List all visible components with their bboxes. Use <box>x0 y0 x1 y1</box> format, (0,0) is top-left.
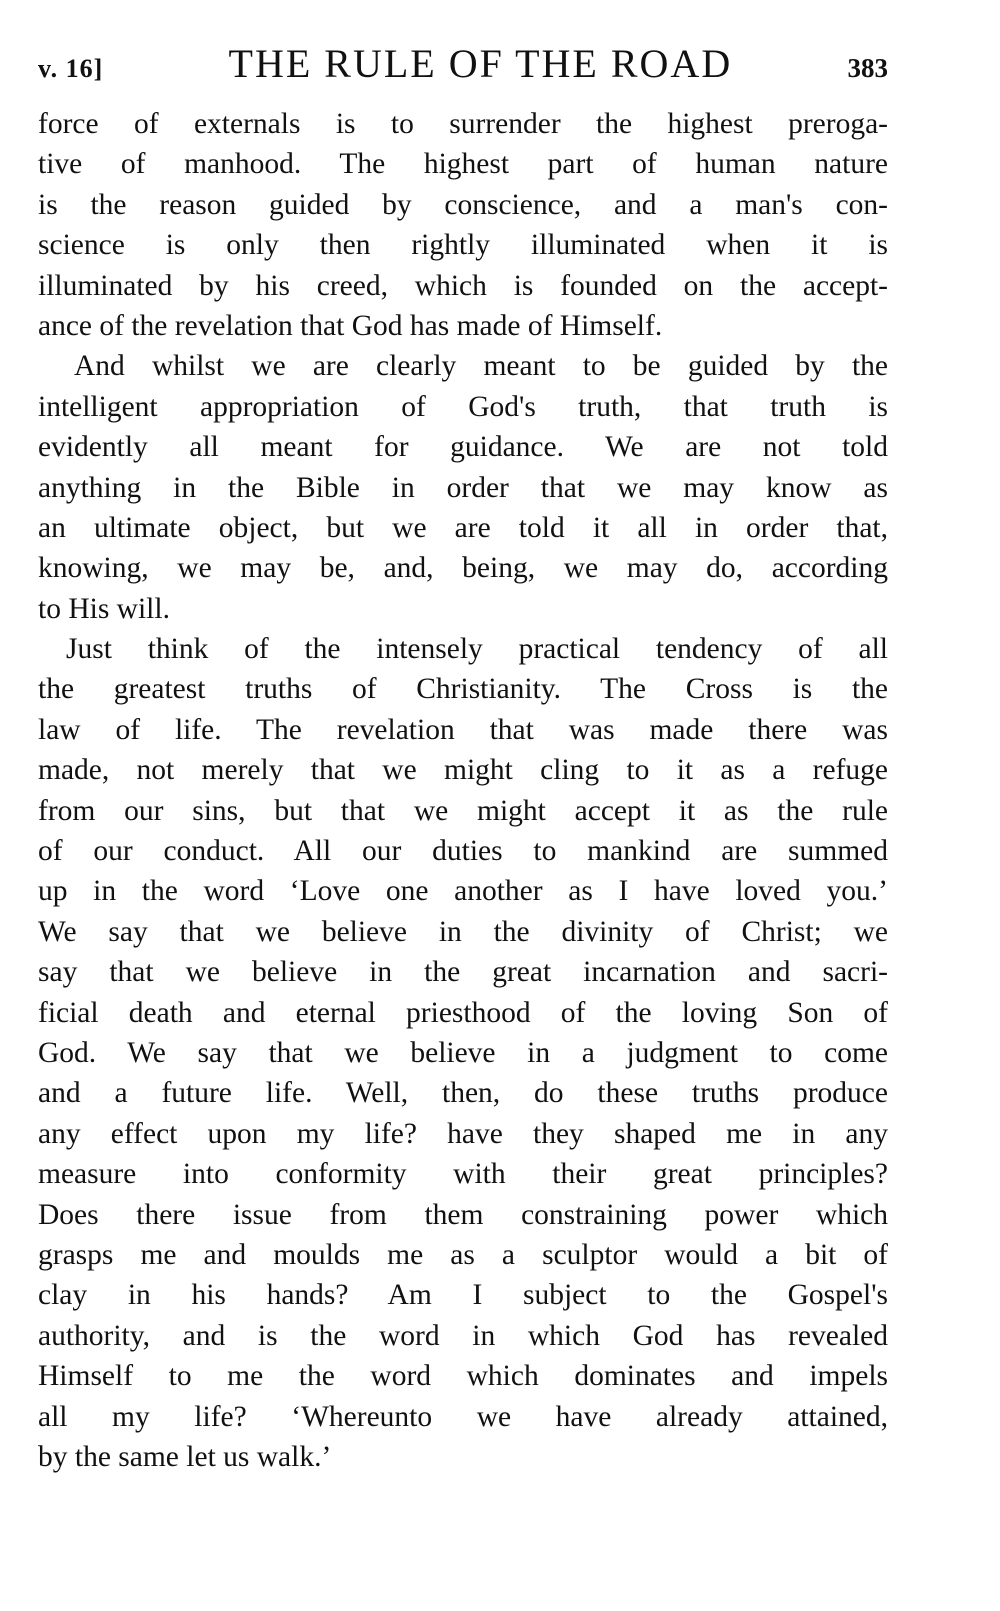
text-line: say that we believe in the great incarnation and sacri- <box>38 956 888 989</box>
text-line: up in the word ‘Love one another as I have loved you.’ <box>38 875 888 908</box>
text-line: We say that we believe in the divinity of Christ; we <box>38 915 888 948</box>
text-line: of our conduct. All our duties to mankind are summed <box>38 835 888 868</box>
text-line: knowing, we may be, and, being, we may do, according <box>38 552 888 585</box>
text-line: an ultimate object, but we are told it all in order that, <box>38 511 888 544</box>
text-line: to His will. <box>38 592 170 625</box>
text-line: grasps me and moulds me as a sculptor would a bit of <box>38 1238 888 1271</box>
text-line: intelligent appropriation of God's truth, that truth is <box>38 390 888 423</box>
text-line: tive of manhood. The highest part of human nature <box>38 148 888 181</box>
text-line: authority, and is the word in which God has revealed <box>38 1319 888 1352</box>
text-line: evidently all meant for guidance. We are not told <box>38 431 888 464</box>
verse-reference: v. 16] <box>38 54 104 83</box>
text-line: ficial death and eternal priesthood of the loving Son of <box>38 996 888 1029</box>
text-line: Just think of the intensely practical tendency of all <box>66 633 888 666</box>
text-line: all my life? ‘Whereunto we have already attained, <box>38 1400 888 1433</box>
text-line: Does there issue from them constraining power which <box>38 1198 888 1231</box>
paragraph-3 <box>38 629 888 1477</box>
page-number: 383 <box>847 53 888 83</box>
text-line: God. We say that we believe in a judgment to come <box>38 1036 888 1069</box>
text-line: science is only then rightly illuminated when it is <box>38 229 888 262</box>
text-line: illuminated by his creed, which is founded on the accept- <box>38 269 888 302</box>
text-line: ance of the revelation that God has made of Himself. <box>38 309 663 342</box>
text-line: from our sins, but that we might accept it as the rule <box>38 794 888 827</box>
text-line: any effect upon my life? have they shaped me in any <box>38 1117 888 1150</box>
text-line: clay in his hands? Am I subject to the Gospel's <box>38 1279 888 1312</box>
paragraph-2 <box>38 346 888 629</box>
text-line: Himself to me the word which dominates and impels <box>38 1360 888 1393</box>
text-line: and a future life. Well, then, do these truths produce <box>38 1077 888 1110</box>
text-line: anything in the Bible in order that we may know as <box>38 471 888 504</box>
text-line: And whilst we are clearly meant to be guided by the <box>74 350 888 383</box>
page-title: THE RULE OF THE ROAD <box>228 41 733 86</box>
text-line: law of life. The revelation that was made there was <box>38 713 888 746</box>
text-line: by the same let us walk.’ <box>38 1440 332 1473</box>
text-line: the greatest truths of Christianity. The Cross is the <box>38 673 888 706</box>
running-header <box>38 40 888 96</box>
text-line: measure into conformity with their great principles? <box>38 1158 888 1191</box>
text-line: made, not merely that we might cling to it as a refuge <box>38 754 888 787</box>
text-line: force of externals is to surrender the highest preroga- <box>38 108 888 140</box>
text-line: is the reason guided by conscience, and a man's con- <box>38 188 888 221</box>
book-page <box>38 40 888 1477</box>
paragraph-1 <box>38 104 888 346</box>
